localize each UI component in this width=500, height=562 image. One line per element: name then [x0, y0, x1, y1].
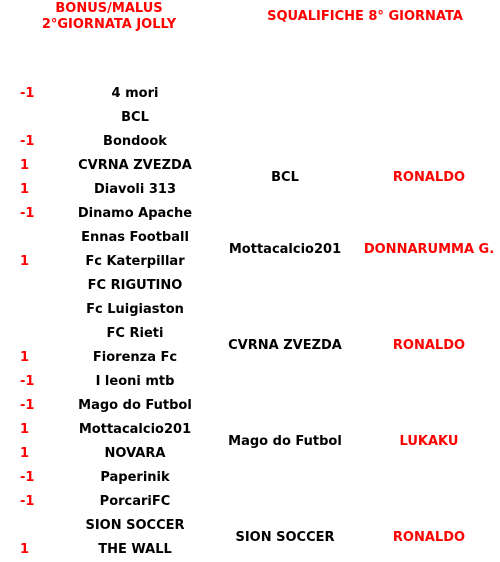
suspension-row — [210, 526, 500, 550]
bonus-row — [0, 346, 220, 370]
bonus-row — [0, 202, 220, 226]
suspension-team: Mago do Futbol — [228, 434, 342, 449]
bonus-row — [0, 154, 220, 178]
bonus-value: -1 — [20, 134, 35, 149]
bonus-value: -1 — [20, 86, 35, 101]
bonus-value: -1 — [20, 398, 35, 413]
bonus-value: 1 — [20, 254, 30, 269]
bonus-value: 1 — [20, 182, 30, 197]
bonus-malus-header — [20, 1, 198, 33]
bonus-value: 1 — [20, 446, 30, 461]
bonus-row — [0, 538, 220, 562]
bonus-row — [0, 490, 220, 514]
team-name: I leoni mtb — [95, 374, 175, 389]
suspension-team: CVRNA ZVEZDA — [228, 338, 342, 353]
team-name: Mottacalcio201 — [78, 422, 192, 437]
team-name: Diavoli 313 — [94, 182, 176, 197]
bonus-row — [0, 418, 220, 442]
team-name: THE WALL — [98, 542, 172, 557]
suspended-player: RONALDO — [392, 338, 466, 353]
bonus-row — [0, 370, 220, 394]
suspension-team: SION SOCCER — [235, 530, 335, 545]
team-name: CVRNA ZVEZDA — [78, 158, 192, 173]
team-name: Fc Luigiaston — [86, 302, 184, 317]
team-name: SION SOCCER — [85, 518, 185, 533]
suspension-row — [210, 334, 500, 358]
bonus-value: 1 — [20, 158, 30, 173]
bonus-header-line2: 2°GIORNATA JOLLY — [41, 17, 177, 32]
bonus-row — [0, 394, 220, 418]
team-name: Fc Katerpillar — [85, 254, 185, 269]
team-name: NOVARA — [104, 446, 166, 461]
squalifiche-header: SQUALIFICHE 8° GIORNATA — [267, 9, 463, 24]
team-name: Mago do Futbol — [78, 398, 192, 413]
team-name: PorcariFC — [99, 494, 171, 509]
bonus-row — [0, 298, 220, 322]
suspension-team: BCL — [271, 170, 299, 185]
suspension-row — [210, 166, 500, 190]
team-name: 4 mori — [111, 86, 159, 101]
bonus-value: -1 — [20, 374, 35, 389]
bonus-value: -1 — [20, 494, 35, 509]
suspended-player: DONNARUMMA G. — [363, 242, 495, 257]
bonus-row — [0, 514, 220, 538]
bonus-header-line1: BONUS/MALUS — [55, 1, 163, 16]
bonus-value: -1 — [20, 470, 35, 485]
bonus-row — [0, 106, 220, 130]
suspension-row — [210, 430, 500, 454]
bonus-row — [0, 274, 220, 298]
bonus-row — [0, 82, 220, 106]
bonus-row — [0, 250, 220, 274]
bonus-value: 1 — [20, 350, 30, 365]
team-name: Bondook — [103, 134, 167, 149]
suspended-player: LUKAKU — [399, 434, 459, 449]
bonus-row — [0, 466, 220, 490]
suspension-row — [210, 238, 500, 262]
bonus-value: 1 — [20, 422, 30, 437]
team-name: FC RIGUTINO — [87, 278, 183, 293]
team-name: BCL — [121, 110, 149, 125]
team-name: Fiorenza Fc — [92, 350, 178, 365]
team-name: Ennas Football — [81, 230, 189, 245]
bonus-row — [0, 130, 220, 154]
bonus-value: -1 — [20, 206, 35, 221]
bonus-row — [0, 178, 220, 202]
bonus-row — [0, 322, 220, 346]
team-name: FC Rieti — [106, 326, 164, 341]
team-name: Paperinik — [100, 470, 170, 485]
suspension-team: Mottacalcio201 — [228, 242, 342, 257]
bonus-row — [0, 442, 220, 466]
bonus-value: 1 — [20, 542, 30, 557]
bonus-row — [0, 226, 220, 250]
team-name: Dinamo Apache — [77, 206, 193, 221]
suspended-player: RONALDO — [392, 530, 466, 545]
suspended-player: RONALDO — [392, 170, 466, 185]
